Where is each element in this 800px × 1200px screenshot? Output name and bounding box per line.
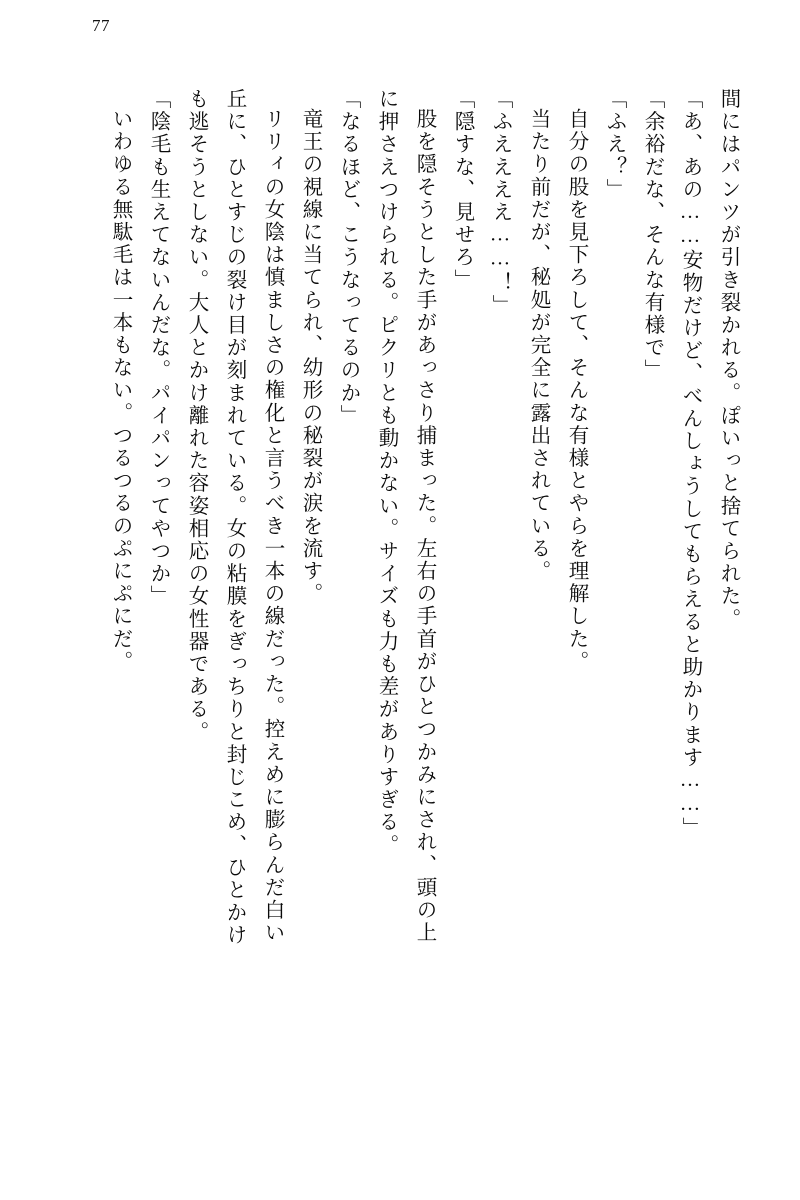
text-line: も逃そうとしない。大人とかけ離れた容姿相応の女性器である。 [185,88,207,744]
text-line: 丘に、ひとすじの裂け目が刻まれている。女の粘膜をぎっちりと封じこめ、ひとかけ [223,88,245,947]
text-line: 竜王の視線に当てられ、幼形の秘裂が涙を流す。 [299,108,321,606]
text-line: 当たり前だが、秘処が完全に露出されている。 [527,108,549,583]
text-line: 「あ、あの……安物だけど、べんしょうしてもらえると助かります……」 [679,88,701,840]
text-line: 股を隠そうとした手があっさり捕まった。左右の手首がひとつかみにされ、頭の上 [413,108,435,945]
page-number: 77 [92,16,110,35]
vertical-text-block [62,88,738,1140]
text-line: に押さえつけられる。ピクリとも動かない。サイズも力も差がありすぎる。 [375,88,397,857]
text-line: 「余裕だな、そんな有様で」 [641,88,663,382]
text-line: いわゆる無駄毛は一本もない。つるつるのぷにぷにだ。 [109,108,131,673]
text-line: 間にはパンツが引き裂かれる。ぽいっと捨てられた。 [717,88,739,631]
text-line: 自分の股を見下ろして、そんな有様とやらを理解した。 [565,108,587,673]
text-line: リリィの女陰は慎ましさの権化と言うべき一本の線だった。控えめに膨らんだ白い [261,108,283,945]
text-line: 「なるほど、こうなってるのか」 [337,88,359,427]
text-line: 「ふええええ……！」 [489,88,511,317]
text-line: 「隠すな、見せろ」 [451,88,473,292]
text-line: 「ふえ？」 [603,88,625,201]
text-line: 「陰毛も生えてないんだな。パイパンってやつか」 [147,88,169,608]
